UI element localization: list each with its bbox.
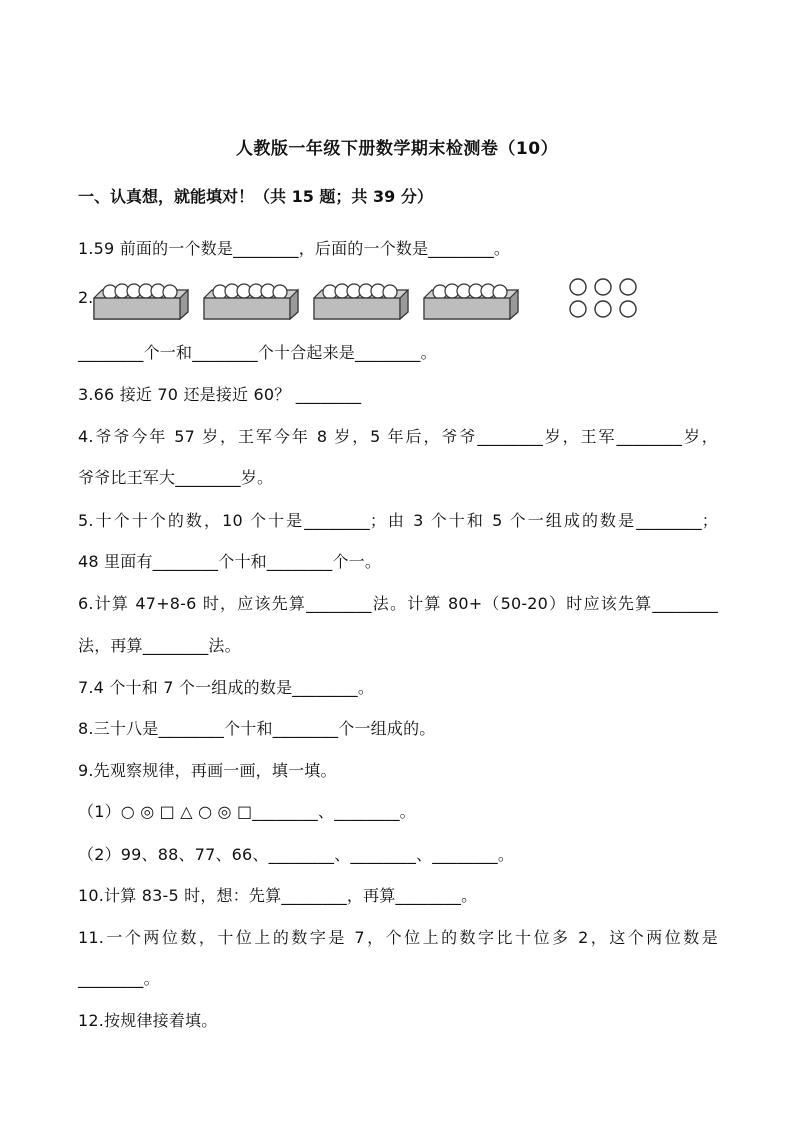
ten-ball-box-icon (92, 282, 190, 320)
question-4-line-1: 4.爷爷今年 57 岁，王军今年 8 岁，5 年后，爷爷________岁，王军________岁， (78, 427, 718, 446)
question-2-picture (78, 276, 678, 320)
question-12: 12.按规律接着填。 (78, 1011, 218, 1030)
page-title: 人教版一年级下册数学期末检测卷（10） (235, 139, 559, 159)
ten-ball-box-icon (202, 282, 300, 320)
question-5-line-2: 48 里面有________个十和________个一。 (78, 552, 382, 571)
section-heading: 一、认真想，就能填对！（共 15 题；共 39 分） (78, 187, 433, 206)
question-8: 8.三十八是________个十和________个一组成的。 (78, 719, 436, 738)
ten-ball-box-icon (312, 282, 410, 320)
question-4-line-2: 爷爷比王军大________岁。 (78, 468, 274, 487)
question-6-line-2: 法，再算________法。 (78, 636, 241, 655)
question-5-line-1: 5.十个十个的数，10 个十是________；由 3 个十和 5 个一组成的数是________； (78, 511, 718, 530)
question-7: 7.4 个十和 7 个一组成的数是________。 (78, 678, 375, 697)
question-9-part-2: （2）99、88、77、66、________、________、________。 (78, 845, 515, 864)
question-11-line-2: ________。 (78, 969, 160, 988)
question-1: 1.59 前面的一个数是________，后面的一个数是________。 (78, 239, 511, 258)
question-9-part-1: （1）○ ◎ □ △ ○ ◎ □________、________。 (78, 802, 416, 821)
six-circles-icon (568, 276, 640, 320)
question-3: 3.66 接近 70 还是接近 60？ ________ (78, 385, 362, 404)
ten-ball-box-icon (422, 282, 520, 320)
question-6-line-1: 6.计算 47+8-6 时，应该先算________法。计算 80+（50-20）时应该先算________ (78, 594, 718, 613)
question-2-label: 2. (78, 288, 94, 307)
question-2-text: ________个一和________个十合起来是________。 (78, 343, 437, 362)
question-10: 10.计算 83-5 时，想：先算________，再算________。 (78, 886, 478, 905)
question-11-line-1: 11.一个两位数，十位上的数字是 7，个位上的数字比十位多 2，这个两位数是 (78, 928, 718, 947)
question-9: 9.先观察规律，再画一画，填一填。 (78, 761, 337, 780)
